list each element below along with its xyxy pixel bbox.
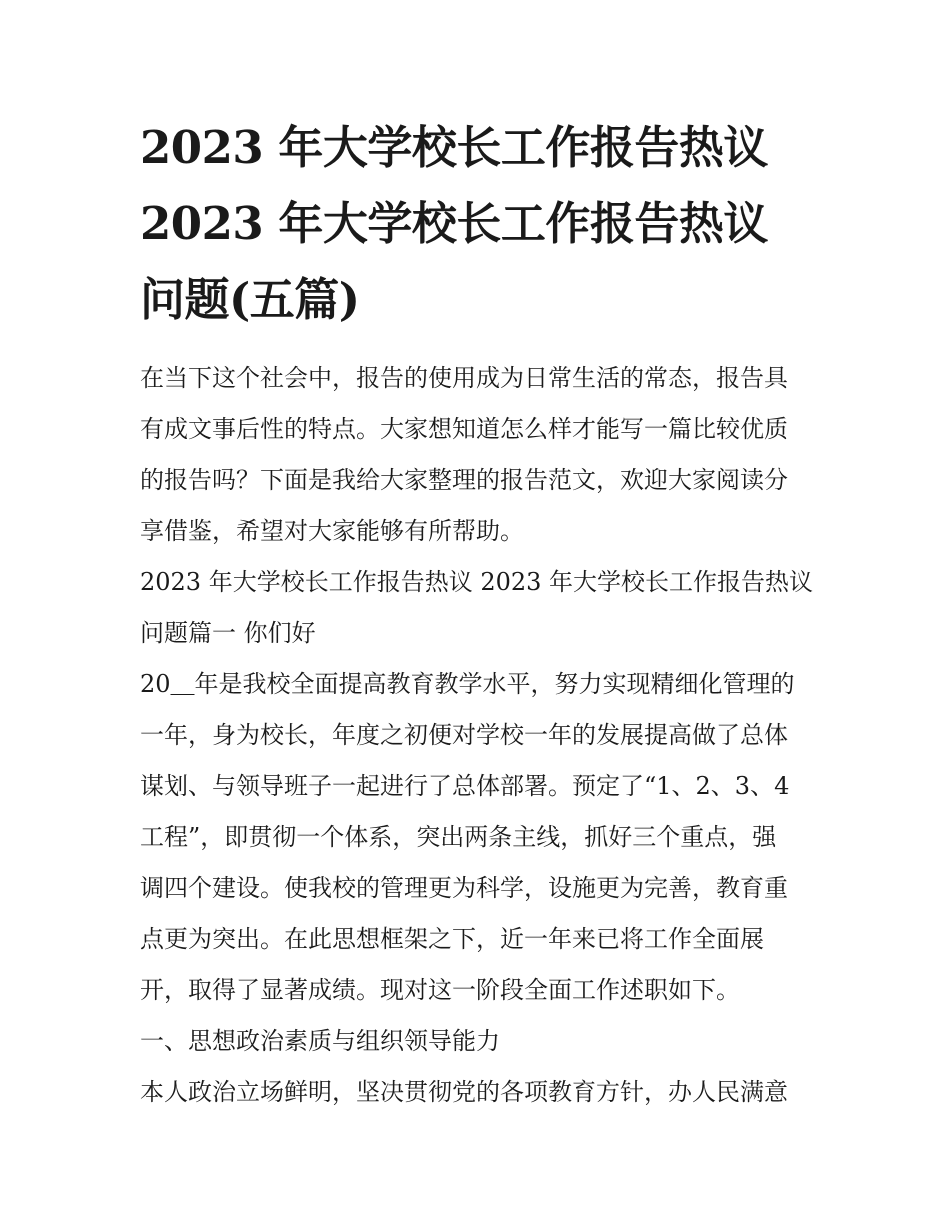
body-line: 调四个建设。使我校的管理更为科学，设施更为完善，教育重 [140, 874, 788, 902]
body-line: 的报告吗？下面是我给大家整理的报告范文，欢迎大家阅读分 [140, 466, 788, 494]
document-title [140, 110, 820, 338]
body-line: 点更为突出。在此思想框架之下，近一年来已将工作全面展 [140, 925, 764, 953]
title-text: 年大学校长工作报告热议 [278, 121, 768, 174]
body-line: 一年，身为校长，年度之初便对学校一年的发展提高做了总体 [140, 721, 788, 749]
document-page [140, 110, 820, 1118]
body-line: 有成文事后性的特点。大家想知道怎么样才能写一篇比较优质 [140, 415, 788, 443]
body-line: 享借鉴，希望对大家能够有所帮助。 [140, 517, 524, 545]
title-text: 问题(五篇) [140, 273, 360, 326]
subsection-heading: 一、思想政治素质与组织领导能力 [140, 1027, 500, 1055]
body-line: 在当下这个社会中，报告的使用成为日常生活的常态，报告具 [140, 364, 788, 392]
body-line: 20＿年是我校全面提高教育教学水平，努力实现精细化管理的 [140, 670, 795, 698]
title-year: 2023 [140, 121, 264, 174]
body-line: 开，取得了显著成绩。现对这一阶段全面工作述职如下。 [140, 976, 740, 1004]
title-text: 年大学校长工作报告热议 [278, 197, 768, 250]
section-heading-line: 2023 年大学校长工作报告热议 2023 年大学校长工作报告热议 [140, 568, 814, 596]
body-line: 本人政治立场鲜明，坚决贯彻党的各项教育方针，办人民满意 [140, 1078, 788, 1106]
title-line-1 [140, 110, 820, 186]
document-body [140, 353, 820, 1118]
title-line-2 [140, 186, 820, 262]
section-heading-line: 问题篇一 你们好 [140, 619, 316, 647]
body-line: 谋划、与领导班子一起进行了总体部署。预定了“1、2、3、4 [140, 772, 790, 800]
body-line: 工程”，即贯彻一个体系，突出两条主线，抓好三个重点，强 [140, 823, 777, 851]
title-year: 2023 [140, 197, 264, 250]
title-line-3 [140, 262, 820, 338]
